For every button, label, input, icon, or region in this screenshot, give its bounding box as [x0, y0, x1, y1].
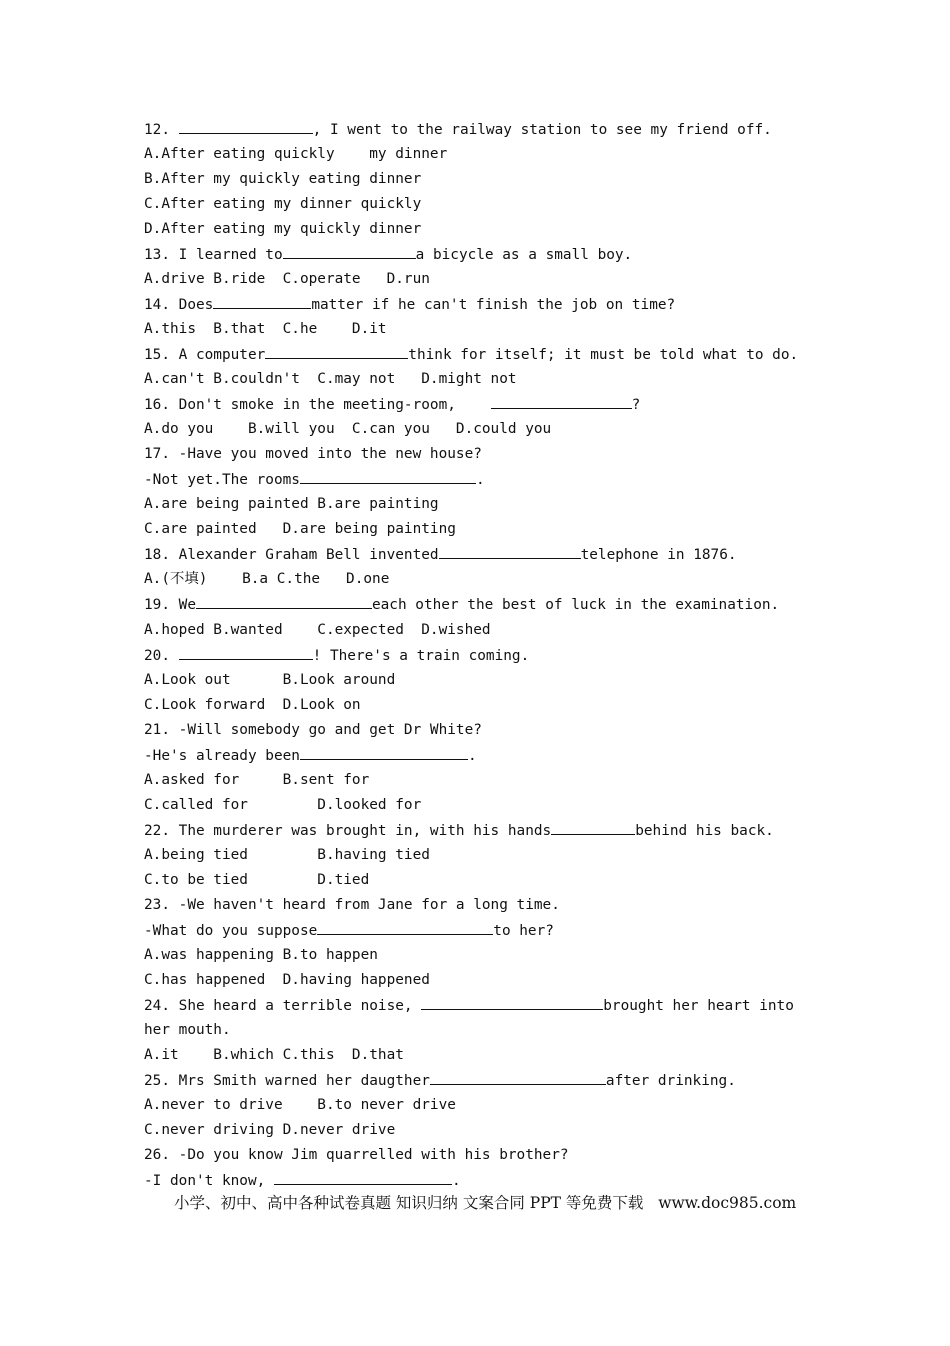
question-stem-tail: each other the best of luck in the examination. [371, 597, 780, 613]
answer-blank [283, 243, 416, 259]
answer-blank [491, 393, 632, 409]
answer-blank [179, 644, 313, 660]
option-line: D.After eating my quickly dinner [144, 221, 422, 237]
option-line: A.this B.that C.he D.it [144, 321, 387, 337]
answer-blank [265, 343, 408, 359]
question-stem-tail: . [475, 472, 485, 488]
question-17: 17. -Have you moved into the new house? [144, 446, 482, 462]
question-stem: 18. Alexander Graham Bell invented [144, 547, 439, 563]
question-stem-tail: telephone in 1876. [580, 547, 737, 563]
question-stem-tail: a bicycle as a small boy. [415, 247, 633, 263]
question-stem: 12. [144, 122, 179, 138]
option-line: B.After my quickly eating dinner [144, 171, 422, 187]
question-26: 26. -Do you know Jim quarrelled with his brother? [144, 1147, 569, 1163]
answer-blank [196, 593, 372, 609]
answer-blank [317, 919, 493, 935]
question-24-continued: her mouth. [144, 1022, 231, 1038]
question-stem-tail: behind his back. [635, 823, 774, 839]
question-15 [144, 343, 814, 365]
question-24 [144, 994, 814, 1016]
option-line: A.can't B.couldn't C.may not D.might not [144, 371, 517, 387]
question-25 [144, 1069, 814, 1091]
question-stem: 16. Don't smoke in the meeting-room, [144, 397, 491, 413]
question-stem: -I don't know, [144, 1173, 274, 1189]
option-line: A.(不填) B.a C.the D.one [144, 571, 390, 587]
option-line: A.asked for B.sent for [144, 772, 370, 788]
question-stem: 20. [144, 648, 179, 664]
question-stem-tail: . [467, 748, 477, 764]
question-stem: 24. She heard a terrible noise, [144, 998, 422, 1014]
answer-blank [421, 994, 603, 1010]
question-stem: 13. I learned to [144, 247, 283, 263]
question-18 [144, 543, 814, 565]
question-stem: -Not yet.The rooms [144, 472, 300, 488]
footer-advert: 小学、初中、高中各种试卷真题 知识归纳 文案合同 PPT 等免费下载 www.doc985.com [174, 1194, 797, 1212]
question-20 [144, 644, 814, 666]
question-19 [144, 593, 814, 615]
question-23: 23. -We haven't heard from Jane for a long time. [144, 897, 560, 913]
option-line: C.Look forward D.Look on [144, 697, 361, 713]
answer-blank [213, 293, 311, 309]
question-21-reply [144, 744, 814, 766]
question-stem: 14. Does [144, 297, 214, 313]
question-16 [144, 393, 814, 415]
answer-blank [439, 543, 581, 559]
option-line: C.never driving D.never drive [144, 1122, 396, 1138]
question-12 [144, 118, 814, 140]
question-stem-tail: after drinking. [605, 1073, 736, 1089]
answer-blank [300, 468, 476, 484]
answer-blank [300, 744, 468, 760]
question-13 [144, 243, 814, 265]
answer-blank [551, 819, 635, 835]
question-17-reply [144, 468, 814, 490]
option-line: C.called for D.looked for [144, 797, 422, 813]
option-line: C.has happened D.having happened [144, 972, 430, 988]
question-stem: 22. The murderer was brought in, with his hands [144, 823, 552, 839]
question-23-reply [144, 919, 814, 941]
question-26-reply [144, 1169, 814, 1191]
question-stem-tail: think for itself; it must be told what to do. [408, 347, 799, 363]
option-line: A.Look out B.Look around [144, 672, 396, 688]
question-stem: 19. We [144, 597, 196, 613]
question-stem-tail: ! There's a train coming. [312, 648, 530, 664]
question-14 [144, 293, 814, 315]
question-stem-tail: ? [631, 397, 641, 413]
option-line: A.After eating quickly my dinner [144, 146, 448, 162]
question-21: 21. -Will somebody go and get Dr White? [144, 722, 482, 738]
answer-blank [274, 1169, 452, 1185]
question-stem: -He's already been [144, 748, 300, 764]
question-stem-tail: , I went to the railway station to see my friend off. [312, 122, 772, 138]
question-stem-tail: brought her heart into [603, 998, 794, 1014]
option-line: A.drive B.ride C.operate D.run [144, 271, 430, 287]
question-stem-tail: . [451, 1173, 461, 1189]
question-stem-tail: to her? [493, 923, 554, 939]
option-line: A.do you B.will you C.can you D.could you [144, 421, 552, 437]
option-line: A.are being painted B.are painting [144, 496, 439, 512]
answer-blank [179, 118, 313, 134]
answer-blank [430, 1069, 606, 1085]
question-22 [144, 819, 814, 841]
option-line: A.was happening B.to happen [144, 947, 378, 963]
option-line: A.hoped B.wanted C.expected D.wished [144, 622, 491, 638]
option-line: C.After eating my dinner quickly [144, 196, 422, 212]
option-line: A.being tied B.having tied [144, 847, 430, 863]
question-stem-tail: matter if he can't finish the job on time? [311, 297, 676, 313]
question-stem: 25. Mrs Smith warned her daugther [144, 1073, 430, 1089]
option-line: A.never to drive B.to never drive [144, 1097, 456, 1113]
question-stem: -What do you suppose [144, 923, 318, 939]
question-stem: 15. A computer [144, 347, 266, 363]
option-line: C.to be tied D.tied [144, 872, 370, 888]
option-line: A.it B.which C.this D.that [144, 1047, 404, 1063]
option-line: C.are painted D.are being painting [144, 521, 456, 537]
